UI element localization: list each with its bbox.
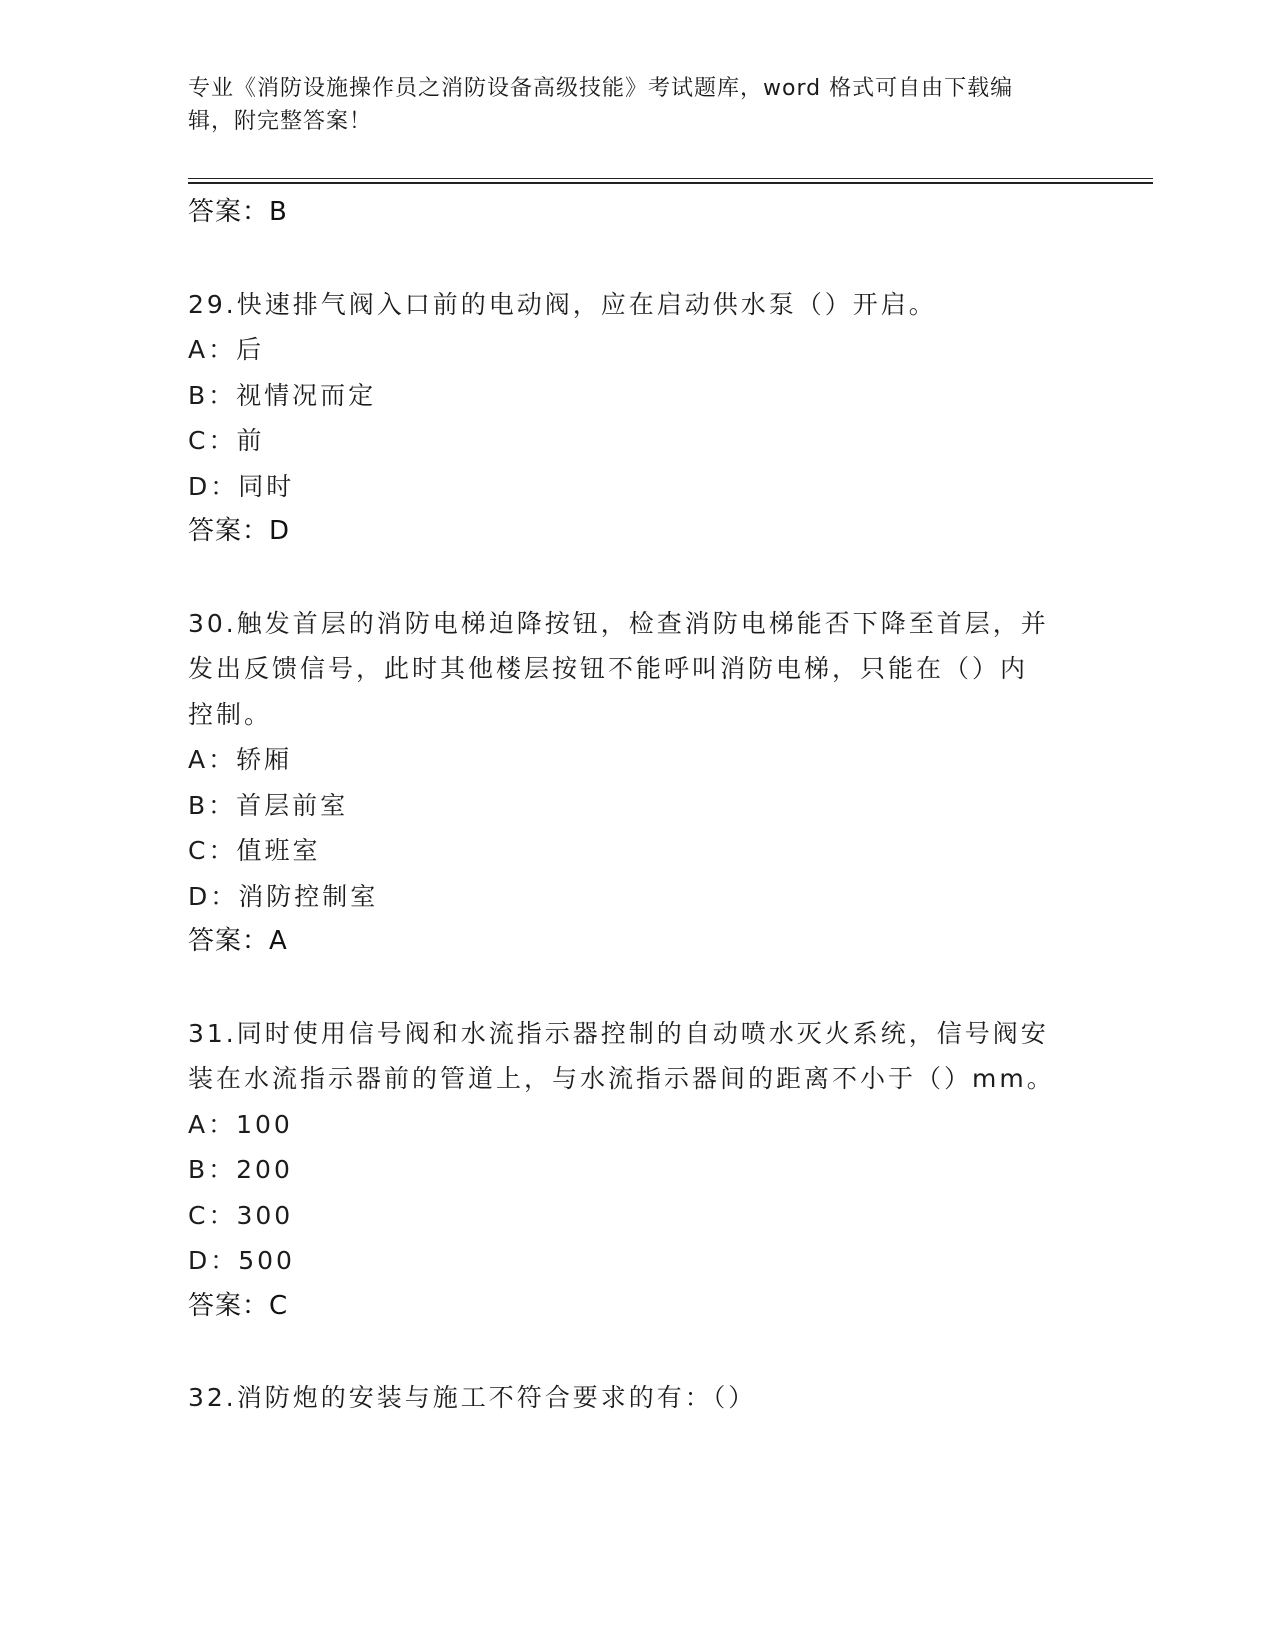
header-divider-thin bbox=[188, 178, 1153, 179]
option-a: A：100 bbox=[188, 1109, 293, 1139]
question-30 bbox=[188, 601, 1088, 965]
spacer bbox=[188, 965, 1088, 1011]
page-header bbox=[188, 72, 1068, 138]
header-line-2: 辑，附完整答案！ bbox=[188, 109, 373, 134]
question-32 bbox=[188, 1375, 1088, 1421]
answer: 答案：A bbox=[188, 926, 288, 956]
spacer bbox=[188, 555, 1088, 601]
answer: 答案：C bbox=[188, 1290, 289, 1321]
option-c: C：前 bbox=[188, 426, 265, 455]
spacer bbox=[188, 236, 1088, 282]
option-c: C：300 bbox=[188, 1200, 294, 1230]
question-list bbox=[188, 190, 1088, 1421]
option-b: B：首层前室 bbox=[188, 790, 349, 820]
question-text bbox=[188, 1011, 1068, 1102]
option-d: D：同时 bbox=[188, 471, 295, 501]
question-line: 29.快速排气阀入口前的电动阀，应在启动供水泵（）开启。 bbox=[188, 289, 937, 319]
spacer bbox=[188, 1329, 1088, 1375]
question-text bbox=[188, 1375, 1068, 1421]
option-a: A：后 bbox=[188, 335, 265, 364]
option-b: B：视情况而定 bbox=[188, 380, 377, 410]
previous-answer: 答案：B bbox=[188, 197, 288, 227]
question-line: 32.消防炮的安装与施工不符合要求的有：（） bbox=[188, 1383, 757, 1412]
question-line: 装在水流指示器前的管道上，与水流指示器间的距离不小于（）mm。 bbox=[188, 1064, 1055, 1093]
option-d: D：500 bbox=[188, 1246, 295, 1275]
question-line: 30.触发首层的消防电梯迫降按钮，检查消防电梯能否下降至首层，并 bbox=[188, 608, 1049, 638]
question-text bbox=[188, 282, 1068, 328]
option-d: D：消防控制室 bbox=[188, 881, 379, 911]
question-text bbox=[188, 601, 1068, 738]
question-line: 发出反馈信号，此时其他楼层按钮不能呼叫消防电梯，只能在（）内 bbox=[188, 654, 1029, 683]
question-line: 控制。 bbox=[188, 699, 273, 729]
question-31 bbox=[188, 1011, 1088, 1330]
answer: 答案：D bbox=[188, 516, 291, 546]
option-c: C：值班室 bbox=[188, 836, 321, 865]
question-29 bbox=[188, 282, 1088, 555]
option-a: A：轿厢 bbox=[188, 745, 293, 774]
option-b: B：200 bbox=[188, 1155, 293, 1184]
question-line: 31.同时使用信号阀和水流指示器控制的自动喷水灭火系统，信号阀安 bbox=[188, 1018, 1049, 1048]
header-line-1: 专业《消防设施操作员之消防设备高级技能》考试题库，word 格式可自由下载编 bbox=[188, 76, 1014, 101]
header-divider-thick bbox=[188, 182, 1153, 184]
